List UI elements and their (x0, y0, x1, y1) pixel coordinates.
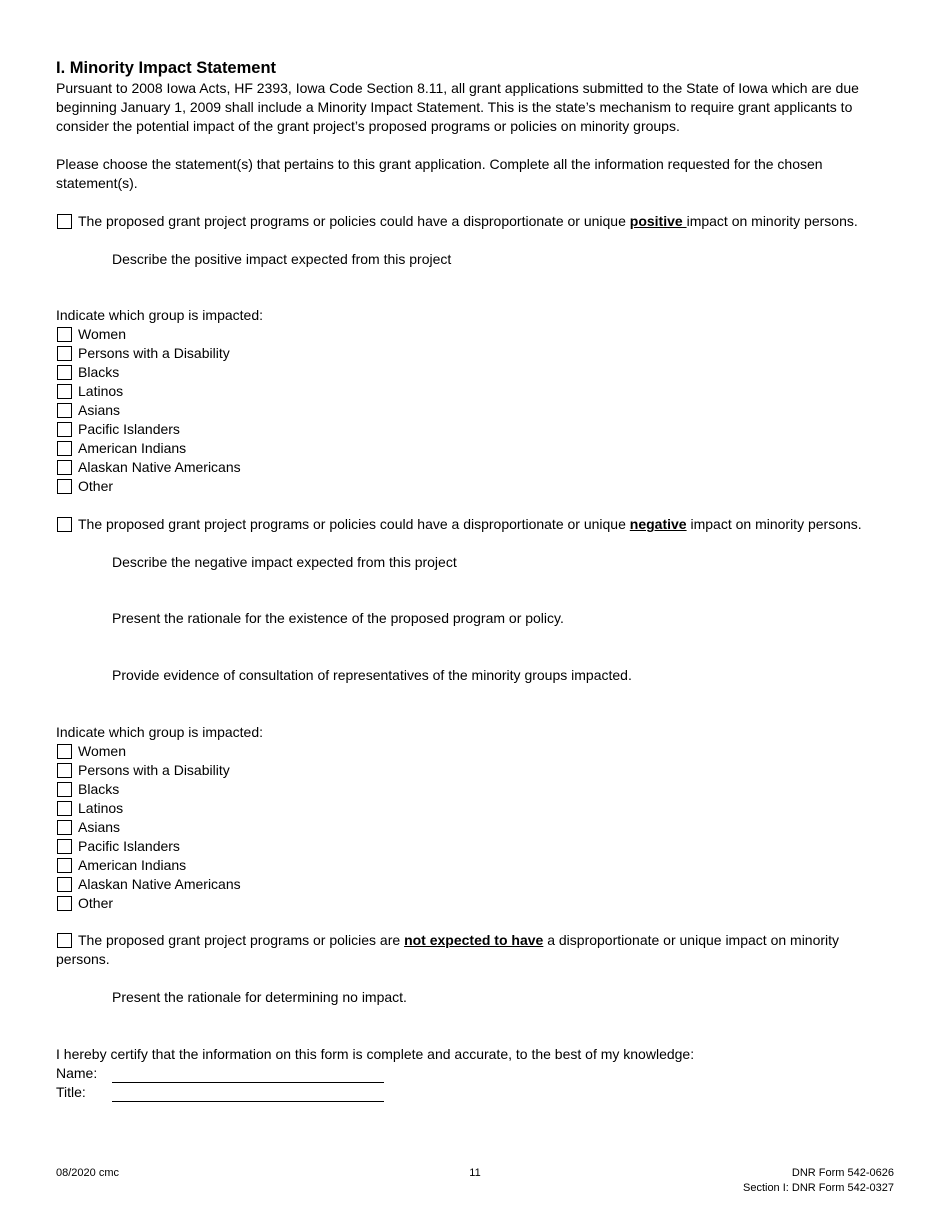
negative-group-checkbox[interactable] (57, 839, 72, 854)
positive-group-label-text: Blacks (78, 364, 120, 380)
negative-post-text: impact on minority persons. (686, 516, 862, 532)
negative-group-checkbox[interactable] (57, 801, 72, 816)
positive-group-label-text: Women (78, 326, 126, 342)
negative-group-label-text: Women (78, 743, 126, 759)
negative-pre-text: The proposed grant project programs or policies could have a disproportionate or unique (78, 516, 630, 532)
page-number: 11 (469, 1167, 481, 1179)
no-impact-post-text: a disproportionate or unique impact on minority persons. (56, 932, 840, 967)
negative-rationale-prompt: Present the rationale for the existence of the proposed program or policy. (112, 610, 564, 626)
negative-group-checkbox[interactable] (57, 877, 72, 892)
no-impact-keyword: not expected to have (404, 932, 544, 948)
negative-group-label-text: Other (78, 895, 114, 911)
positive-group-checkbox[interactable] (57, 441, 72, 456)
negative-group-label-text: Latinos (78, 800, 124, 816)
negative-group-checkbox[interactable] (57, 782, 72, 797)
negative-group-label-text: Blacks (78, 781, 120, 797)
positive-group-label-text: Asians (78, 402, 121, 418)
no-impact-rationale-prompt: Present the rationale for determining no impact. (112, 989, 407, 1005)
intro-paragraph: Pursuant to 2008 Iowa Acts, HF 2393, Iowa Code Section 8.11, all grant applications submitted to the State of Iowa which are due beginning January 1, 2009 shall include a Minority Impact Statement. This is the state’s mechanism to require grant applicants to consider the potential impact of the grant project’s proposed programs or policies on minority groups. (56, 80, 859, 134)
positive-post-text: impact on minority persons. (686, 213, 858, 229)
negative-keyword: negative (629, 516, 687, 532)
positive-group-label-text: Latinos (78, 383, 124, 399)
positive-group-label-text: Alaskan Native Americans (78, 459, 241, 475)
positive-group-label: Indicate which group is impacted: (56, 307, 263, 323)
positive-group-label-text: Other (78, 478, 114, 494)
positive-describe-prompt: Describe the positive impact expected from this project (112, 251, 452, 267)
positive-keyword: positive (629, 213, 687, 229)
certify-statement: I hereby certify that the information on this form is complete and accurate, to the best of my knowledge: (56, 1046, 695, 1062)
title-label: Title: (56, 1084, 86, 1100)
negative-group-checkbox[interactable] (57, 763, 72, 778)
no-impact-pre-text: The proposed grant project programs or policies are (78, 932, 405, 948)
footer-date: 08/2020 cmc (56, 1167, 119, 1179)
positive-group-label-text: American Indians (78, 440, 187, 456)
negative-group-checkbox[interactable] (57, 744, 72, 759)
negative-describe-prompt: Describe the negative impact expected from this project (112, 554, 457, 570)
no-impact-checkbox[interactable] (57, 933, 72, 948)
section-heading: I. Minority Impact Statement (56, 59, 277, 77)
positive-pre-text: The proposed grant project programs or policies could have a disproportionate or unique (78, 213, 630, 229)
instructions-paragraph: Please choose the statement(s) that pertains to this grant application. Complete all the information requested for the chosen statement(s). (56, 156, 823, 191)
positive-group-label-text: Persons with a Disability (78, 345, 230, 361)
negative-group-checkbox[interactable] (57, 858, 72, 873)
form-section-number: Section I: DNR Form 542-0327 (742, 1182, 894, 1194)
no-impact-option (56, 931, 886, 969)
title-signature-line[interactable] (112, 1101, 384, 1102)
negative-group-label-text: Pacific Islanders (78, 838, 180, 854)
positive-group-checkbox[interactable] (57, 384, 72, 399)
form-number: DNR Form 542-0626 (791, 1167, 894, 1179)
name-signature-line[interactable] (112, 1082, 384, 1083)
negative-evidence-prompt: Provide evidence of consultation of representatives of the minority groups impacted. (112, 667, 632, 683)
positive-group-checkbox[interactable] (57, 460, 72, 475)
positive-group-checkbox[interactable] (57, 479, 72, 494)
positive-group-checkbox[interactable] (57, 365, 72, 380)
positive-group-checkbox[interactable] (57, 346, 72, 361)
negative-group-checkbox[interactable] (57, 896, 72, 911)
name-label: Name: (56, 1065, 98, 1081)
negative-group-label-text: Asians (78, 819, 121, 835)
positive-impact-checkbox[interactable] (57, 214, 72, 229)
negative-group-label-text: American Indians (78, 857, 187, 873)
positive-group-checkbox[interactable] (57, 422, 72, 437)
positive-group-checkbox[interactable] (57, 403, 72, 418)
negative-group-checkbox[interactable] (57, 820, 72, 835)
positive-group-label-text: Pacific Islanders (78, 421, 180, 437)
negative-group-label: Indicate which group is impacted: (56, 724, 263, 740)
positive-group-checkbox[interactable] (57, 327, 72, 342)
negative-impact-checkbox[interactable] (57, 517, 72, 532)
negative-group-label-text: Alaskan Native Americans (78, 876, 241, 892)
negative-group-label-text: Persons with a Disability (78, 762, 230, 778)
